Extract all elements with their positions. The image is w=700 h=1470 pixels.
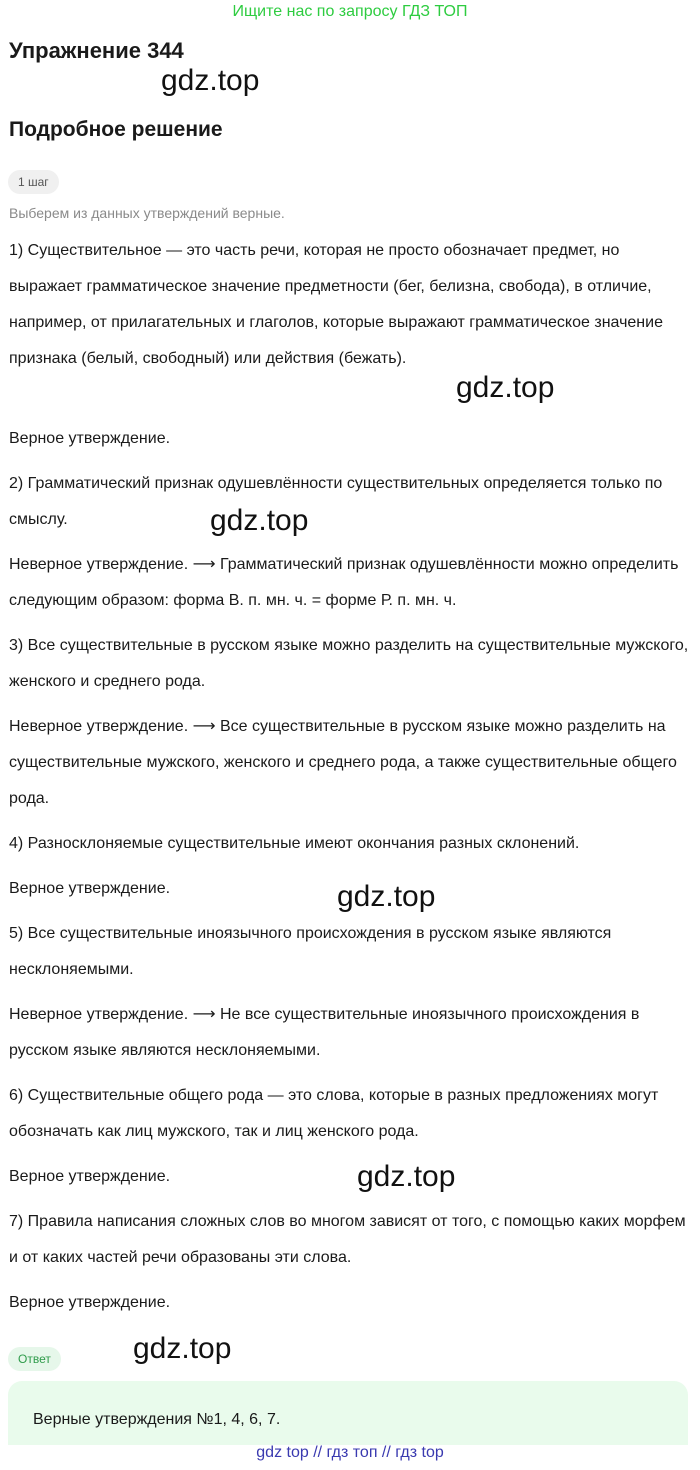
footer-links: gdz top // гдз топ // гдз top — [256, 1444, 444, 1461]
statement-6: 6) Существительные общего рода — это слова, которые в разных предложениях могут обозначать как лиц мужского, так и лиц женского рода. — [9, 1087, 659, 1140]
watermark: gdz.top — [210, 504, 309, 537]
verdict-3: Неверное утверждение. ⟶ Все существительные в русском языке можно разделить на существительные мужского, женского и среднего рода, а также существительные общего рода. — [9, 718, 677, 807]
verdict-5: Неверное утверждение. ⟶ Не все существительные иноязычного происхождения в русском языке являются несклоняемыми. — [9, 1006, 640, 1059]
answer-badge: Ответ — [8, 1347, 61, 1371]
verdict-7: Верное утверждение. — [9, 1294, 171, 1311]
verdict-2: Неверное утверждение. ⟶ Грамматический признак одушевлённости можно определить следующим образом: форма В. п. мн. ч. = форме Р. п. мн. ч. — [9, 556, 679, 609]
page-title: Упражнение 344 — [9, 38, 184, 63]
statement-4: 4) Разносклоняемые существительные имеют окончания разных склонений. — [9, 835, 580, 852]
watermark: gdz.top — [133, 1332, 232, 1365]
step-badge: 1 шаг — [8, 170, 59, 194]
intro-text: Выберем из данных утверждений верные. — [9, 205, 285, 221]
answer-box — [8, 1381, 688, 1445]
verdict-6: Верное утверждение. — [9, 1168, 171, 1185]
statement-7: 7) Правила написания сложных слов во многом зависят от того, с помощью каких морфем и от каких частей речи образованы эти слова. — [9, 1213, 686, 1266]
statement-2: 2) Грамматический признак одушевлённости существительных определяется только по смыслу. — [9, 475, 663, 528]
statement-1: 1) Существительное — это часть речи, которая не просто обозначает предмет, но выражает грамматическое значение предметности (бег, белизна, свобода), в отличие, например, от прилагательных и глаголов, которые выражают грамматическое значение признака (белый, свободный) или действия (бежать). — [9, 242, 663, 367]
statement-5: 5) Все существительные иноязычного происхождения в русском языке являются несклоняемыми. — [9, 925, 612, 978]
section-title: Подробное решение — [9, 118, 223, 141]
verdict-4: Верное утверждение. — [9, 880, 171, 897]
watermark: gdz.top — [456, 371, 555, 404]
watermark: gdz.top — [161, 64, 260, 97]
watermark: gdz.top — [357, 1160, 456, 1193]
answer-text: Верные утверждения №1, 4, 6, 7. — [33, 1411, 281, 1428]
verdict-1: Верное утверждение. — [9, 430, 171, 447]
statement-3: 3) Все существительные в русском языке можно разделить на существительные мужского, женского и среднего рода. — [9, 637, 689, 690]
watermark: gdz.top — [337, 880, 436, 913]
search-banner: Ищите нас по запросу ГДЗ ТОП — [232, 3, 468, 20]
